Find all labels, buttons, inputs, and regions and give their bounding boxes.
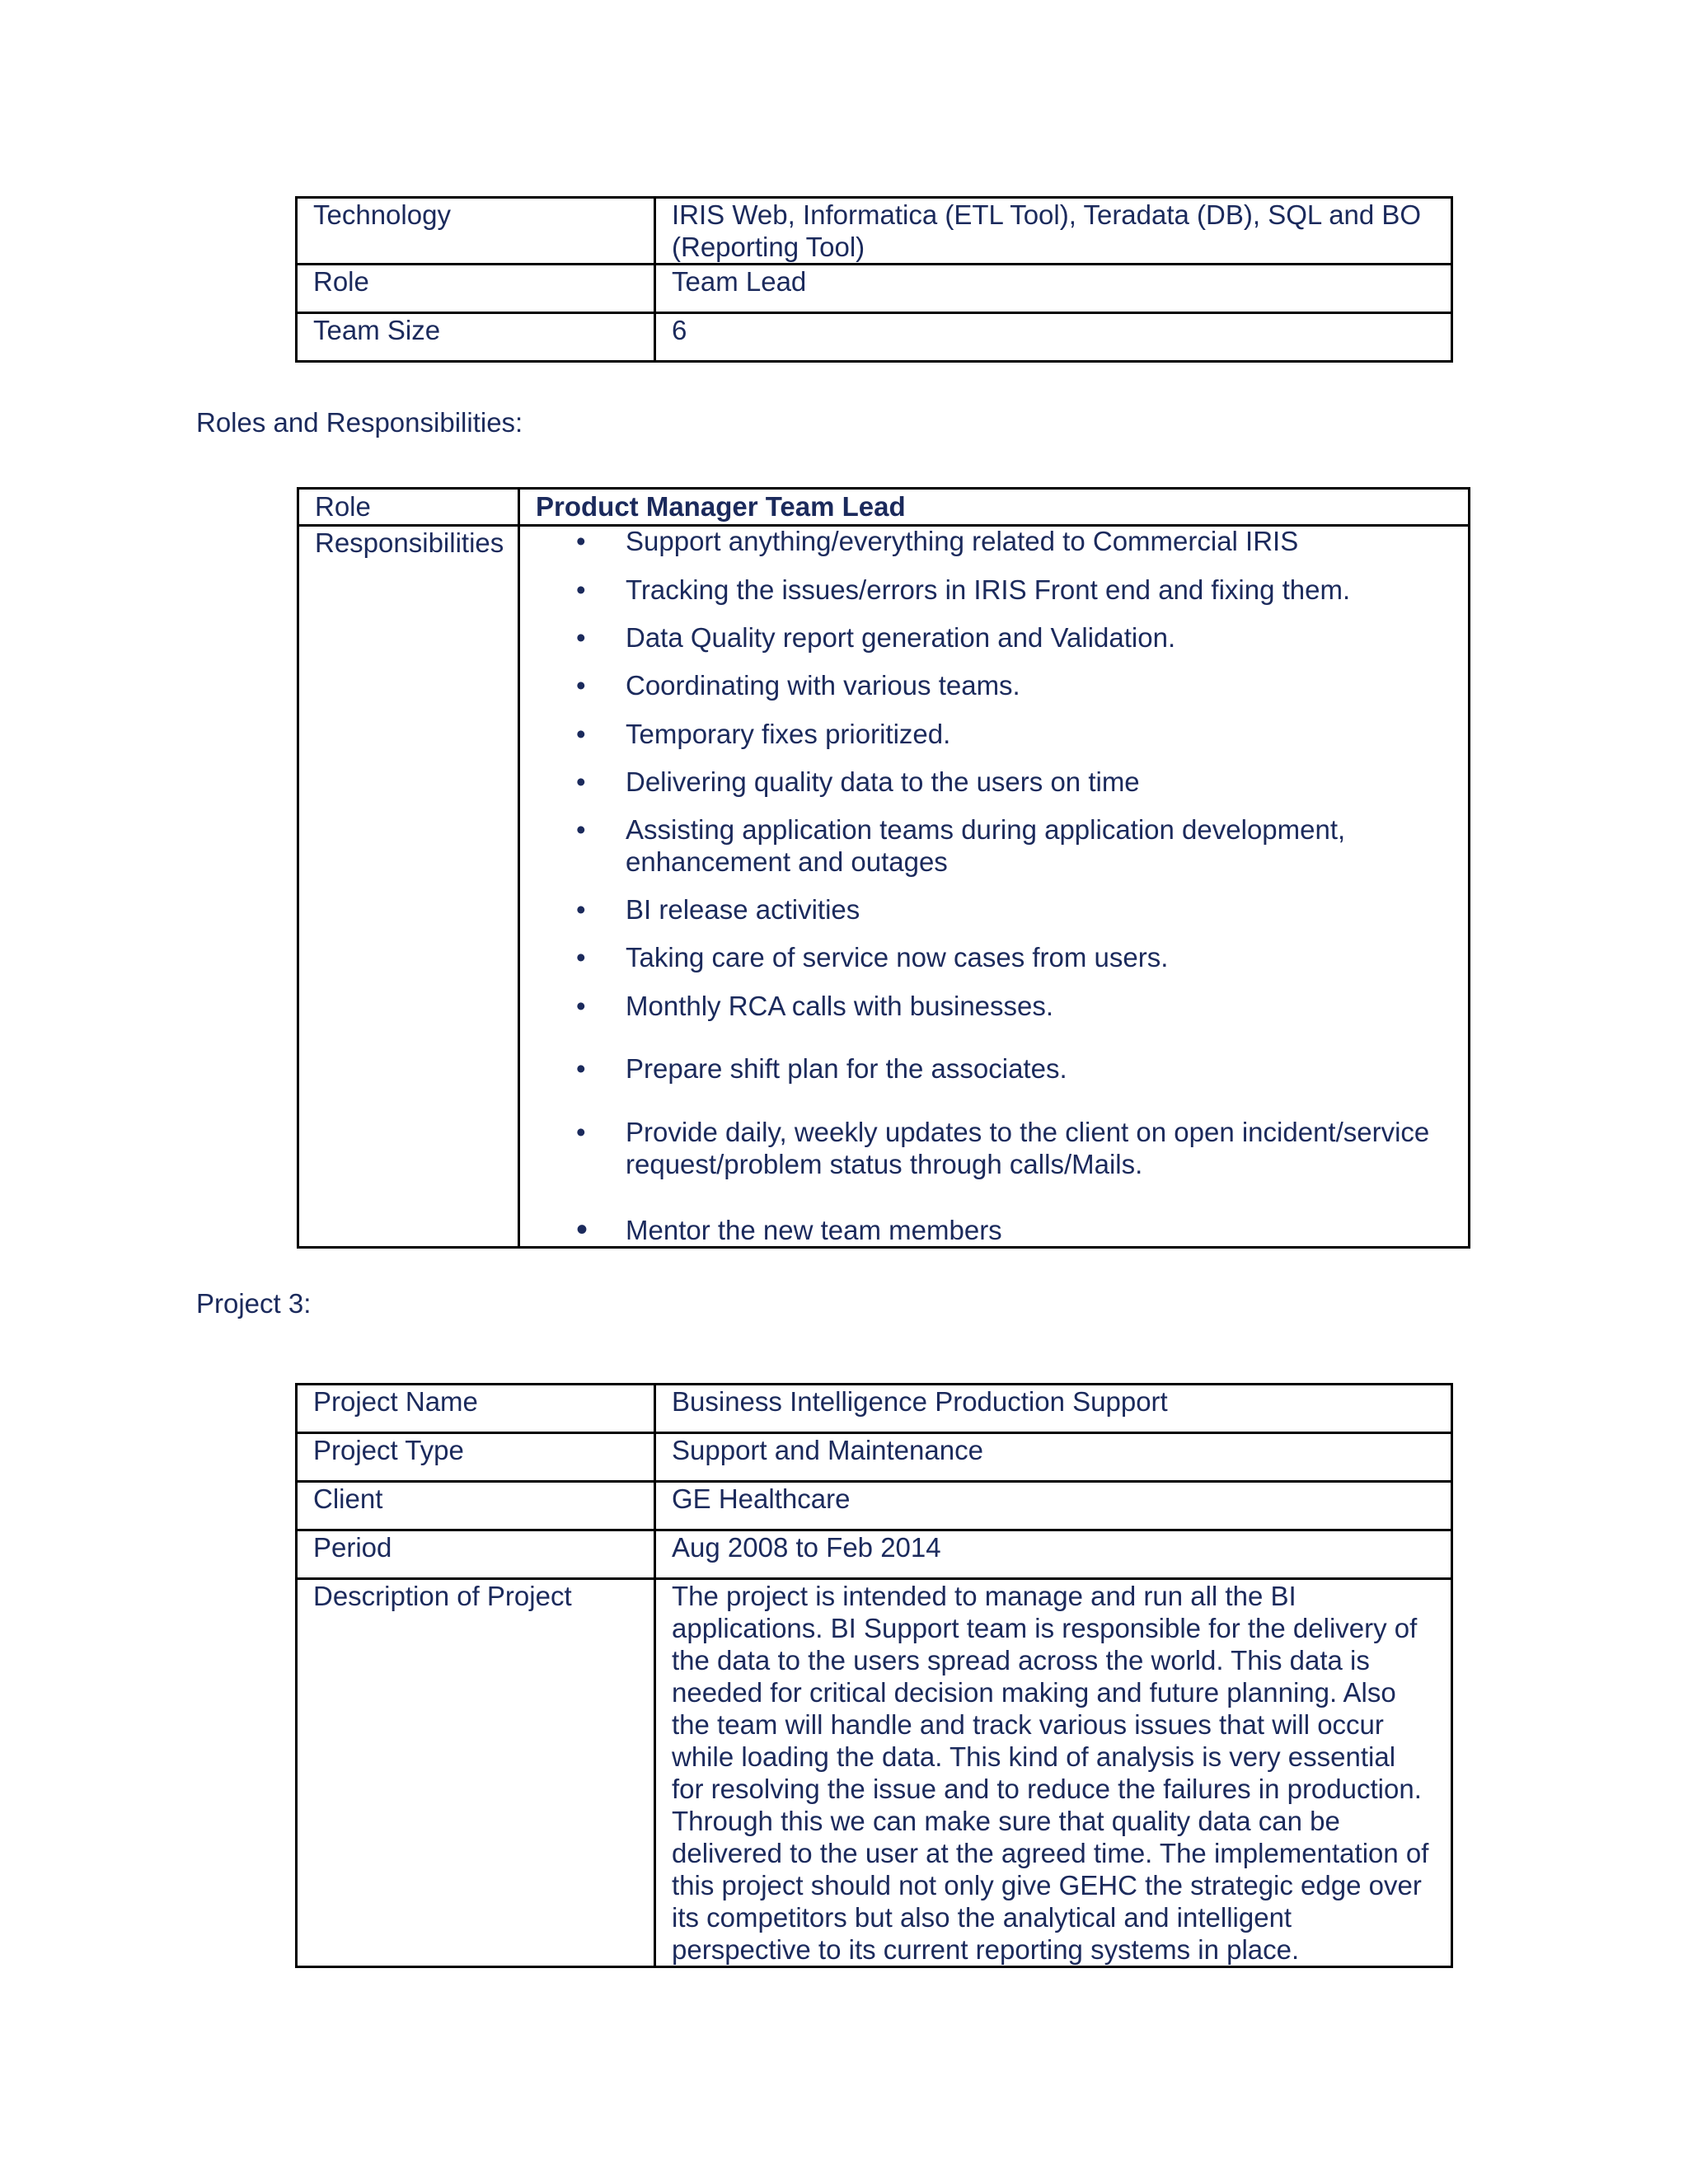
client-label: Client [297,1482,655,1530]
role-value: Team Lead [655,265,1452,313]
project-3-heading: Project 3: [196,1288,312,1319]
list-item: • Data Quality report generation and Validation. [576,622,1176,653]
responsibilities-table [297,487,1470,1249]
description-label: Description of Project [297,1579,655,1967]
list-item: • Assisting application teams during application development, enhancement and outages [576,814,1346,877]
team-size-value: 6 [655,313,1452,362]
responsibilities-cell [519,526,1470,1248]
bullet-icon: • [576,670,586,701]
list-item: • Provide daily, weekly updates to the client on open incident/service request/problem status through calls/Mails. [576,1117,1430,1179]
role-label: Role [298,489,519,526]
responsibilities-list [520,525,1468,1246]
bullet-icon: • [576,719,586,749]
bullet-icon: • [576,942,586,972]
table-row [297,265,1452,313]
project-3-table [295,1383,1453,1968]
technology-value: IRIS Web, Informatica (ETL Tool), Teradata (DB), SQL and BO (Reporting Tool) [655,198,1452,265]
bullet-icon: • [576,894,586,925]
list-item: • Temporary fixes prioritized. [576,719,951,749]
bullet-icon: • [576,526,586,556]
list-item: • Delivering quality data to the users on time [576,766,1140,797]
bullet-icon: • [576,622,586,653]
table-row [297,313,1452,362]
table-row [297,1530,1452,1579]
team-size-label: Team Size [297,313,655,362]
technology-label: Technology [297,198,655,265]
list-item: • Tracking the issues/errors in IRIS Front end and fixing them. [576,574,1351,605]
project-name-value: Business Intelligence Production Support [655,1385,1452,1433]
list-item: • Support anything/everything related to Commercial IRIS [576,526,1299,556]
period-label: Period [297,1530,655,1579]
bullet-icon: • [576,1212,588,1248]
list-item: • Mentor the new team members [576,1212,1002,1248]
table-row [297,198,1452,265]
table-row [298,526,1470,1248]
responsibilities-label: Responsibilities [298,526,519,1248]
role-value: Product Manager Team Lead [519,489,1470,526]
table-row [297,1385,1452,1433]
bullet-icon: • [576,814,586,845]
table-row [297,1433,1452,1482]
role-label: Role [297,265,655,313]
list-item: • Coordinating with various teams. [576,670,1020,701]
project-details-table [295,196,1453,363]
bullet-icon: • [576,574,586,605]
period-value: Aug 2008 to Feb 2014 [655,1530,1452,1579]
table-row [297,1579,1452,1967]
project-name-label: Project Name [297,1385,655,1433]
table-row [297,1482,1452,1530]
bullet-icon: • [576,1053,586,1084]
bullet-icon: • [576,1117,586,1147]
list-item: • Monthly RCA calls with businesses. [576,991,1054,1021]
description-value: The project is intended to manage and run all the BI applications. BI Support team is responsible for the delivery of the data to the users spread across the world. This data is needed for critical decision making and future planning. Also the team will handle and track various issues that will occur while loading the data. This kind of analysis is very essential for resolving the issue and to reduce the failures in production. Through this we can make sure that quality data can be delivered to the user at the agreed time. The implementation of this project should not only give GEHC the strategic edge over its competitors but also the analytical and intelligent perspective to its current reporting systems in place. [655,1579,1452,1967]
project-type-value: Support and Maintenance [655,1433,1452,1482]
list-item: • BI release activities [576,894,860,925]
list-item: • Prepare shift plan for the associates. [576,1053,1067,1084]
project-type-label: Project Type [297,1433,655,1482]
list-item: • Taking care of service now cases from users. [576,942,1169,972]
table-row [298,489,1470,526]
roles-heading: Roles and Responsibilities: [196,407,523,438]
bullet-icon: • [576,991,586,1021]
client-value: GE Healthcare [655,1482,1452,1530]
bullet-icon: • [576,766,586,797]
